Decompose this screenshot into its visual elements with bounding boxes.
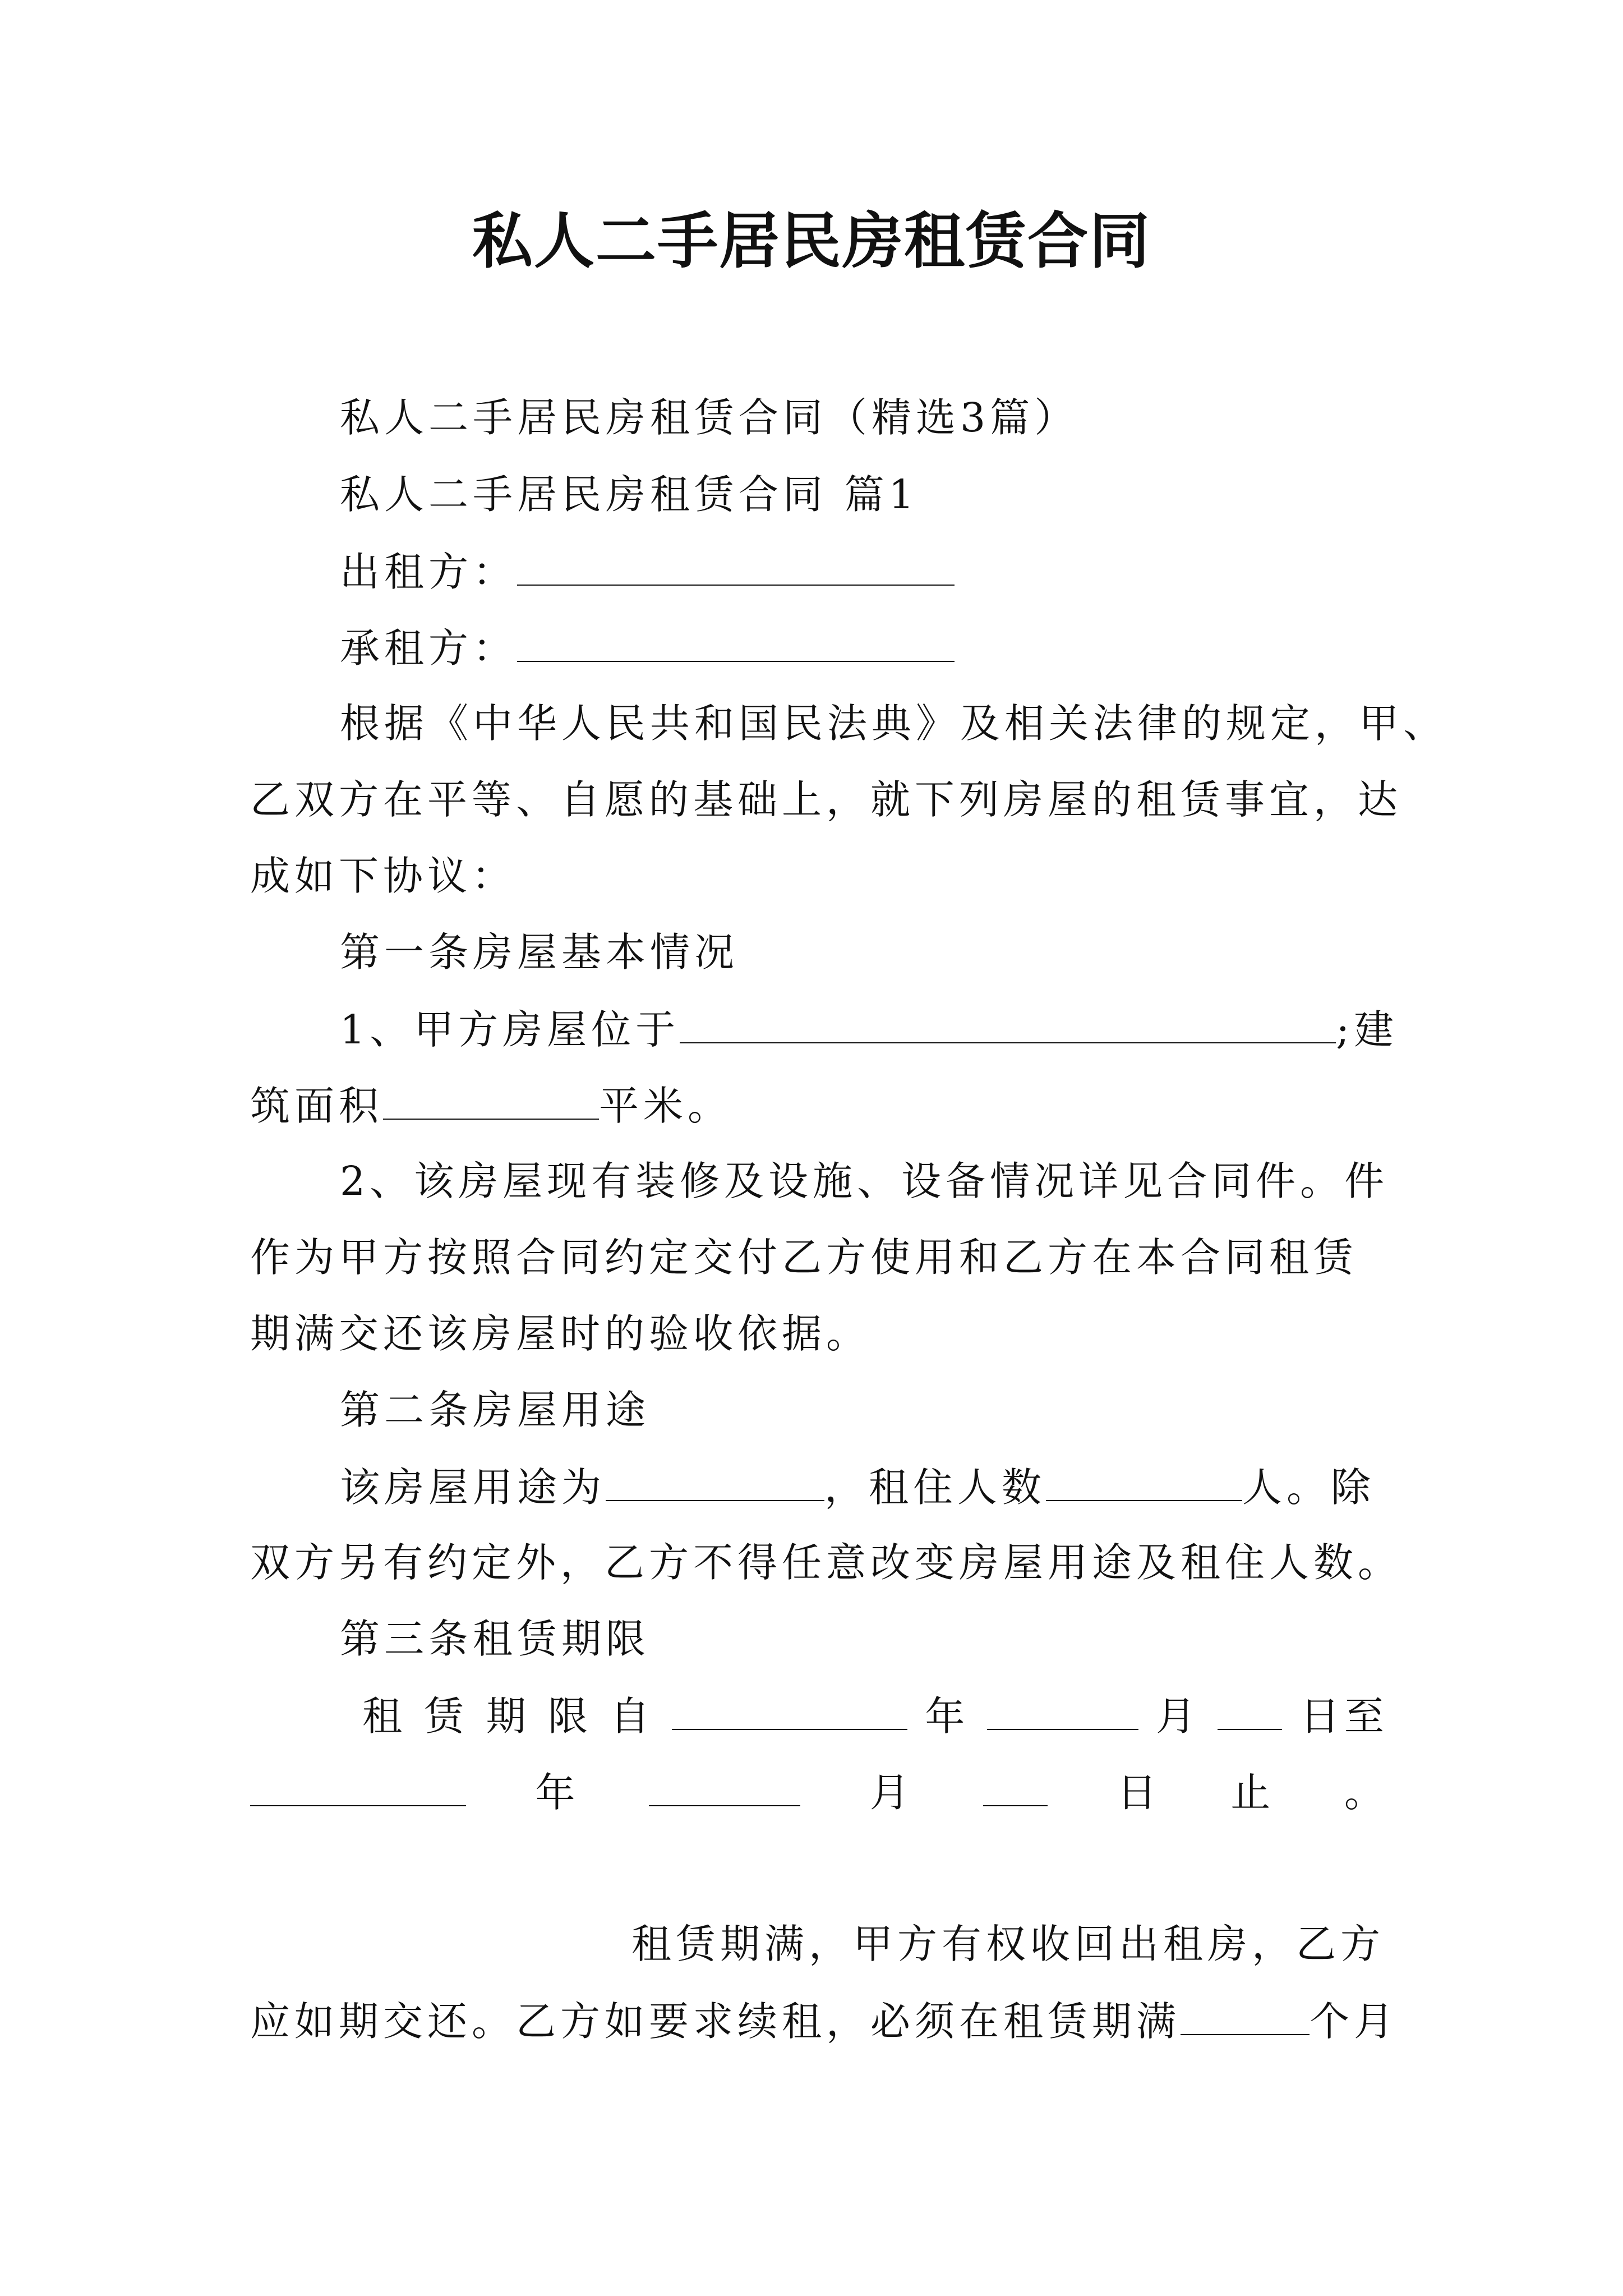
usage-label: 该房屋用途为 xyxy=(340,1464,606,1511)
expiry-line-1: 租赁期满，甲方有权收回出租房，乙方 xyxy=(631,1921,1385,1967)
term-char: 赁 xyxy=(424,1693,469,1740)
location-suffix: ;建 xyxy=(1336,1006,1399,1053)
term-char: 租 xyxy=(362,1693,407,1740)
intro-line-3: 成如下协议： xyxy=(250,853,517,899)
expiry-line-2 xyxy=(250,1993,1399,2049)
end-day-label: 日 xyxy=(1117,1769,1161,1816)
start-month-label: 月 xyxy=(1156,1693,1201,1740)
start-year-blank xyxy=(672,1687,907,1730)
term-start-line xyxy=(250,1687,1389,1743)
document-subtitle: 私人二手居民房租赁合同（精选3篇） xyxy=(340,394,1079,441)
intro-line-1: 根据《中华人民共和国民法典》及相关法律的规定，甲、 xyxy=(340,700,1448,747)
end-year-blank xyxy=(250,1764,466,1806)
lessee-line xyxy=(250,619,1389,675)
intro-line-2: 乙双方在平等、自愿的基础上，就下列房屋的租赁事宜，达 xyxy=(250,776,1403,823)
term-char: 自 xyxy=(610,1693,654,1740)
article1-item2-line3: 期满交还该房屋时的验收依据。 xyxy=(250,1310,871,1357)
lessee-label: 承租方： xyxy=(340,625,518,671)
term-char: 限 xyxy=(548,1693,593,1740)
end-year-label: 年 xyxy=(535,1769,580,1816)
lessor-label: 出租方： xyxy=(340,549,518,595)
article2-line1 xyxy=(250,1458,1389,1515)
usage-blank xyxy=(606,1458,824,1501)
end-label: 止 xyxy=(1230,1769,1275,1816)
end-day-blank xyxy=(983,1764,1048,1806)
lessee-blank xyxy=(517,619,955,662)
start-day-label: 日至 xyxy=(1299,1693,1389,1740)
article3-heading: 第三条租赁期限 xyxy=(340,1616,651,1662)
renewal-unit: 个月 xyxy=(1310,1998,1399,2045)
area-unit: 平米。 xyxy=(599,1083,732,1129)
start-month-blank xyxy=(987,1687,1138,1730)
article1-item1-line2 xyxy=(250,1077,1389,1133)
end-month-label: 月 xyxy=(869,1769,914,1816)
renewal-months-blank xyxy=(1181,1993,1310,2035)
start-year-label: 年 xyxy=(925,1693,970,1740)
lessor-blank xyxy=(517,543,955,586)
location-label: 1、甲方房屋位于 xyxy=(340,1006,680,1053)
article1-item2-line1: 2、该房屋现有装修及设施、设备情况详见合同件。件 xyxy=(340,1158,1389,1204)
start-day-blank xyxy=(1218,1687,1282,1730)
occupants-label: ，租住人数 xyxy=(824,1464,1046,1511)
term-char: 期 xyxy=(486,1693,531,1740)
occupants-blank xyxy=(1046,1458,1242,1501)
part-heading: 私人二手居民房租赁合同 篇1 xyxy=(340,471,919,518)
article1-item2-line2: 作为甲方按照合同约定交付乙方使用和乙方在本合同租赁 xyxy=(250,1234,1358,1281)
occupants-suffix: 人。除 xyxy=(1242,1464,1376,1511)
end-month-blank xyxy=(649,1764,800,1806)
article2-line2: 双方另有约定外，乙方不得任意改变房屋用途及租住人数。 xyxy=(250,1539,1403,1586)
lessor-line xyxy=(250,543,1389,599)
area-label: 筑面积 xyxy=(250,1083,384,1129)
article2-heading: 第二条房屋用途 xyxy=(340,1387,651,1433)
location-blank xyxy=(680,1001,1336,1043)
end-period: 。 xyxy=(1344,1769,1389,1816)
area-blank xyxy=(383,1077,599,1120)
article1-item1-line1 xyxy=(250,1001,1399,1057)
page-title: 私人二手居民房租赁合同 xyxy=(472,206,1151,277)
term-end-line xyxy=(250,1764,1389,1820)
article1-heading: 第一条房屋基本情况 xyxy=(340,929,739,976)
renewal-text: 应如期交还。乙方如要求续租，必须在租赁期满 xyxy=(250,1998,1181,2045)
